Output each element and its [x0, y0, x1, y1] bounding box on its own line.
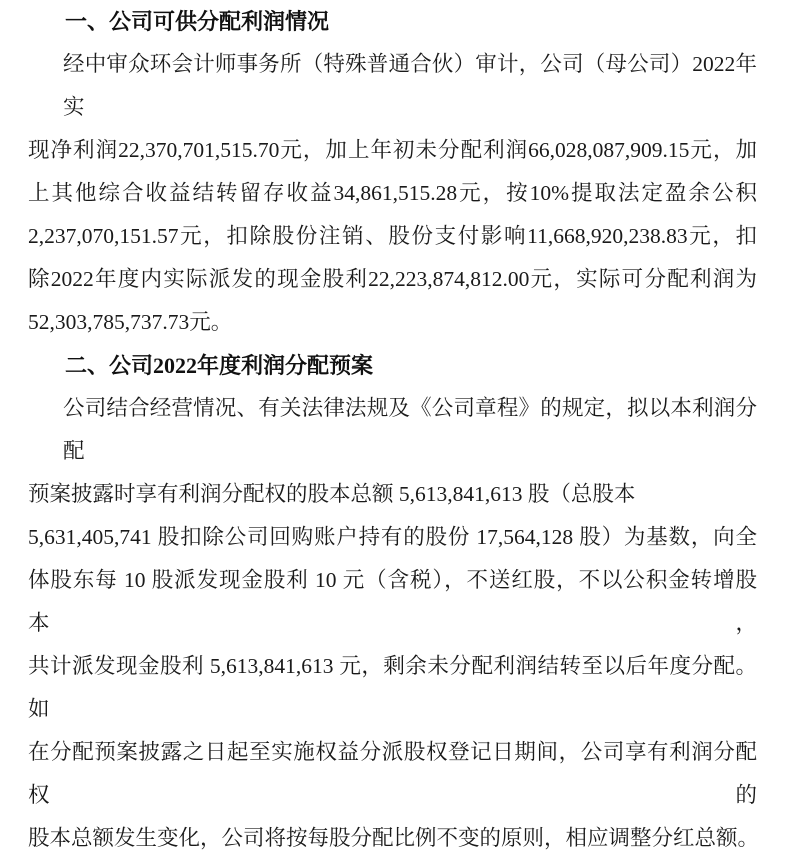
text-line: 上其他综合收益结转留存收益34,861,515.28元，按10%提取法定盈余公积 — [28, 181, 757, 205]
section-distributable-profit — [28, 0, 757, 344]
section-2-heading: 二、公司2022年度利润分配预案 — [65, 353, 374, 378]
text-line: 现净利润22,370,701,515.70元，加上年初未分配利润66,028,087,909.15元，加 — [28, 138, 757, 162]
text-line: 体股东每 10 股派发现金股利 10 元（含税），不送红股，不以公积金转增股本， — [28, 568, 757, 635]
text-line: 预案披露时享有利润分配权的股本总额 5,613,841,613 股（总股本 — [28, 482, 636, 506]
text-line: 公司结合经营情况、有关法律法规及《公司章程》的规定，拟以本利润分配 — [63, 396, 757, 463]
text-line: 共计派发现金股利 5,613,841,613 元，剩余未分配利润结转至以后年度分配。如 — [28, 654, 757, 721]
text-line: 5,631,405,741 股扣除公司回购账户持有的股份 17,564,128 股）为基数，向全 — [28, 525, 757, 549]
section-profit-distribution-plan — [28, 344, 760, 860]
text-line: 除2022年度内实际派发的现金股利22,223,874,812.00元，实际可分配利润为 — [28, 267, 757, 291]
section-1-paragraph — [28, 43, 757, 344]
section-1-heading: 一、公司可供分配利润情况 — [65, 9, 330, 34]
text-line: 2,237,070,151.57元，扣除股份注销、股份支付影响11,668,920,238.83元，扣 — [28, 224, 757, 248]
text-line: 52,303,785,737.73元。 — [28, 310, 233, 334]
text-line: 在分配预案披露之日起至实施权益分派股权登记日期间，公司享有利润分配权的 — [28, 740, 757, 807]
text-line: 经中审众环会计师事务所（特殊普通合伙）审计，公司（母公司）2022年实 — [63, 52, 757, 119]
section-2-paragraph — [28, 387, 760, 860]
text-line: 股本总额发生变化，公司将按每股分配比例不变的原则，相应调整分红总额。 — [28, 826, 760, 850]
